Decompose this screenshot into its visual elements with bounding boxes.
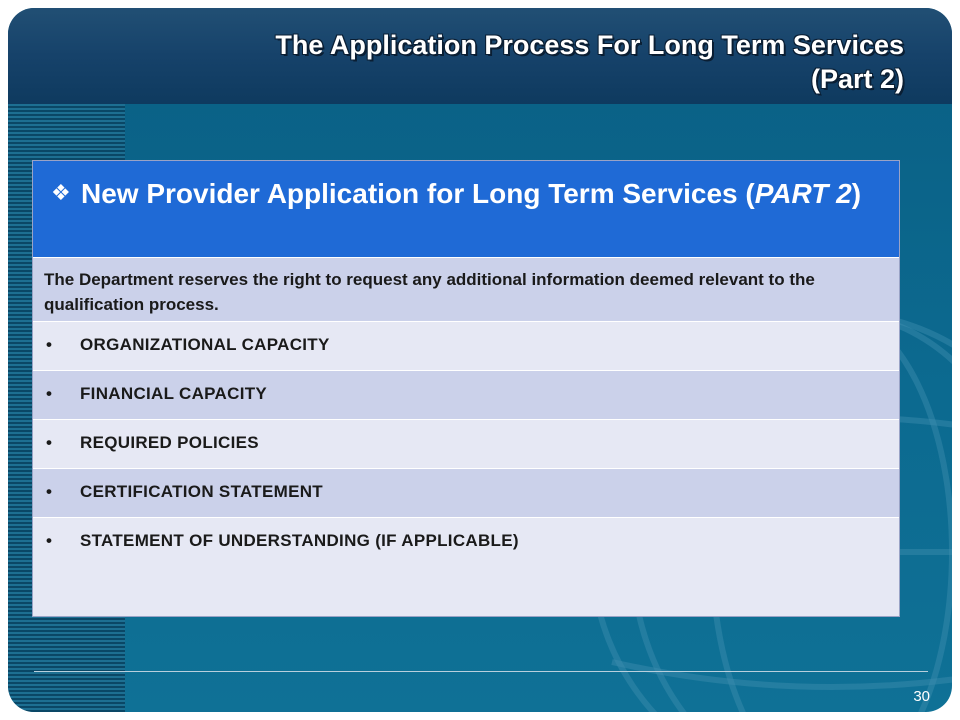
table-heading [33, 161, 899, 258]
content-table [32, 160, 900, 617]
bullet-dot-icon: • [46, 482, 52, 501]
slide-title [84, 28, 904, 96]
bullet-dot-icon: • [46, 531, 52, 550]
list-item-label: CERTIFICATION STATEMENT [80, 482, 323, 501]
slide-title-line2: (Part 2) [810, 64, 904, 94]
list-item [33, 420, 899, 469]
list-item-label: STATEMENT OF UNDERSTANDING (IF APPLICABLE) [80, 531, 519, 550]
title-band [8, 8, 952, 104]
list-item-label: ORGANIZATIONAL CAPACITY [80, 335, 330, 354]
table-heading-text [81, 175, 879, 212]
list-item [33, 322, 899, 371]
list-item [33, 371, 899, 420]
page-number: 30 [913, 688, 930, 705]
diamond-bullet-icon: ❖ [51, 180, 71, 205]
heading-text-italic: PART 2 [754, 178, 852, 209]
list-item-label: FINANCIAL CAPACITY [80, 384, 268, 403]
footer-divider [34, 671, 928, 672]
bullet-dot-icon: • [46, 335, 52, 354]
slide [8, 8, 952, 712]
list-item-label: REQUIRED POLICIES [80, 433, 259, 452]
slide-title-line1: The Application Process For Long Term Services [275, 30, 904, 60]
heading-text-plain: New Provider Application for Long Term Services ( [81, 178, 755, 209]
list-item [33, 518, 899, 614]
description-row: The Department reserves the right to request any additional information deemed relevant to the qualification process. [33, 258, 899, 322]
bullet-dot-icon: • [46, 433, 52, 452]
bullet-dot-icon: • [46, 384, 52, 403]
heading-text-close: ) [851, 178, 862, 209]
list-item [33, 469, 899, 518]
